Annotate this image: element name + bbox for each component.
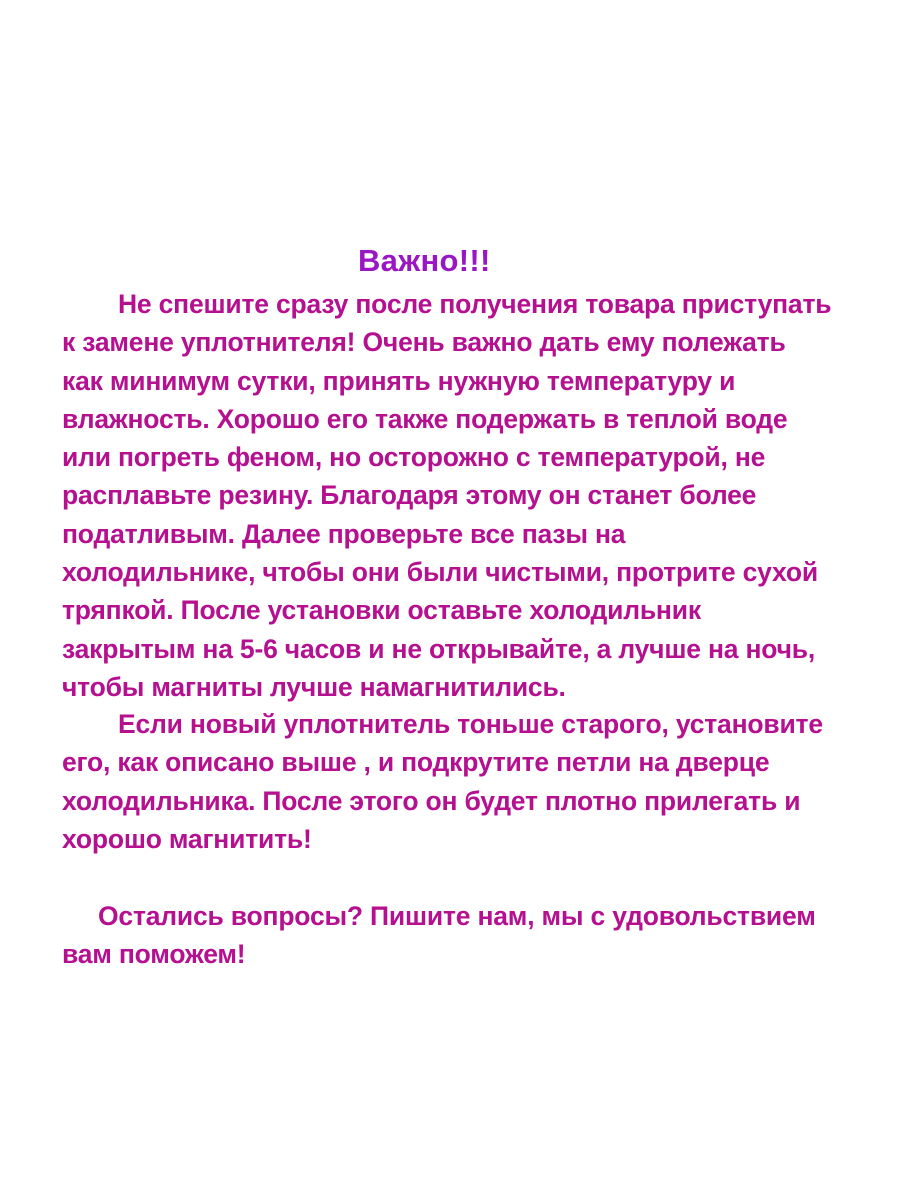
paragraph-line: тряпкой. После установки оставьте холодильник bbox=[62, 595, 701, 626]
paragraph-line: холодильнике, чтобы они были чистыми, протрите сухой bbox=[62, 557, 818, 588]
paragraph-line: влажность. Хорошо его также подержать в теплой воде bbox=[62, 403, 788, 434]
page-title: Важно!!! bbox=[358, 243, 491, 278]
paragraph-line: чтобы магниты лучше намагнитились. bbox=[62, 671, 566, 702]
paragraph-line: его, как описано выше , и подкрутите петли на дверце bbox=[62, 747, 770, 778]
paragraph-line: хорошо магнитить! bbox=[62, 823, 312, 854]
paragraph-contact bbox=[62, 897, 816, 974]
paragraph-line: Не спешите сразу после получения товара приступать bbox=[118, 289, 832, 319]
paragraph-line: податливым. Далее проверьте все пазы на bbox=[62, 518, 626, 549]
paragraph-line: холодильника. После этого он будет плотно прилегать и bbox=[62, 785, 801, 816]
paragraph-line: или погреть феном, но осторожно с температурой, не bbox=[62, 442, 766, 473]
paragraph-installation-advice bbox=[62, 285, 831, 706]
paragraph-line: к замене уплотнителя! Очень важно дать ему полежать bbox=[62, 327, 786, 358]
paragraph-thinner-seal bbox=[62, 705, 823, 858]
paragraph-line: закрытым на 5-6 часов и не открывайте, а лучше на ночь, bbox=[62, 633, 816, 664]
paragraph-line: как минимум сутки, принять нужную температуру и bbox=[62, 365, 736, 396]
paragraph-line: Остались вопросы? Пишите нам, мы с удовольствием bbox=[98, 901, 816, 931]
paragraph-line: вам поможем! bbox=[62, 939, 246, 970]
paragraph-line: Если новый уплотнитель тоньше старого, установите bbox=[118, 709, 823, 739]
paragraph-line: расплавьте резину. Благодаря этому он станет более bbox=[62, 480, 757, 511]
